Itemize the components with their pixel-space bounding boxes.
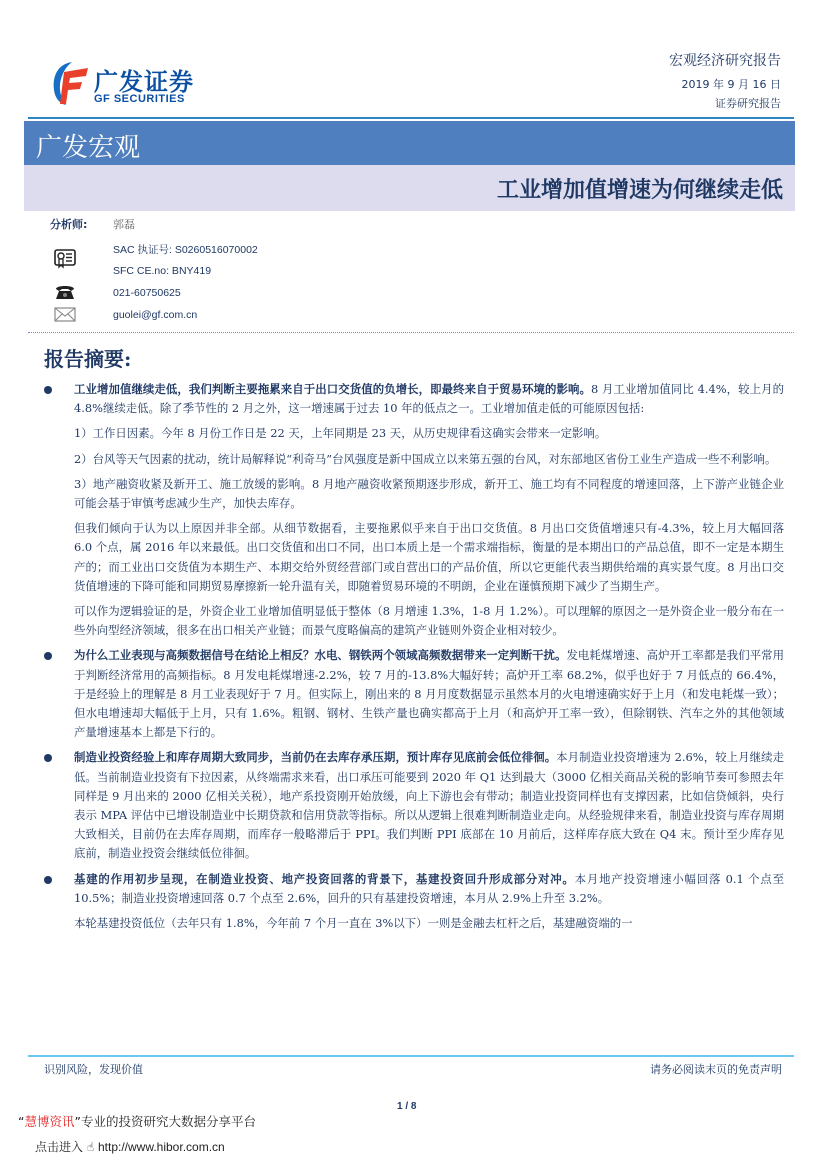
telephone-icon: [52, 283, 80, 305]
promo-url-link[interactable]: http://www.hibor.com.cn: [97, 1140, 225, 1154]
bullet-icon: [44, 386, 52, 394]
report-date: 2019 年 9 月 16 日: [681, 78, 781, 91]
header-divider: [28, 117, 794, 119]
summary-heading: 报告摘要:: [44, 347, 132, 371]
summary-bullet-infrastructure: [44, 870, 784, 908]
certificate-icon: [52, 248, 80, 270]
analyst-label: 分析师:: [50, 218, 88, 231]
bullet-lead: 基建的作用初步呈现，在制造业投资、地产投资回落的背景下，基建投资回升形成部分对冲。: [74, 871, 575, 886]
bullet-icon: [44, 754, 52, 762]
quote-open: “: [18, 1114, 25, 1129]
bullet-lead: 为什么工业表现与高频数据信号在结论上相反？水电、钢铁两个领域高频数据带来一定判断干扰。: [74, 648, 567, 663]
footer-divider: [28, 1055, 794, 1057]
paragraph-typhoon-factor: 2）台风等天气因素的扰动，统计局解释说“利奇马”台风强度是新中国成立以来第五强的台风，对东部地区省份工业生产造成一些不利影响。: [74, 451, 777, 466]
paragraph-workday-factor: 1）工作日因素。今年 8 月份工作日是 22 天，上年同期是 23 天，从历史规律看这确实会带来一定影响。: [74, 426, 607, 441]
paragraph-export-delivery: 但我们倾向于认为以上原因并非全部。从细节数据看，主要拖累似乎来自于出口交货值。8 月出口交货值增速只有-4.3%，较上月大幅回落 6.0 个点，属 2016 年以来最低。出口交货值和出口不同，出口本质上是一个需求端指标，衡量的是本期出口的产品总值，即不一定是本期生产的；而工业出口交货值为本期生产、本期交给外贸经营部门或自营出口的产品价值，所以它更能代表当期供给端的真实景气度。8 月出口交货值增速的下降可能和同期贸易摩擦新一轮升温有关，即随着贸易环境的不明朗，企业在谨慎预期下减少了当期生产。: [74, 521, 784, 593]
bullet-text: 本月制造业投资增速为 2.6%，较上月继续走低。当前制造业投资有下拉因素，从终端需求来看，出口承压可能要到 2020 年 Q1 达到最大（3000 亿相关商品关税的影响节奏可参照去年同样是 9 月出来的 2000 亿相关关税），地产系投资刚开始放缓，向上下游也会有带动；制造业投资同样也有支撑因素，比如信贷倾斜，央行表示 MPA 评估中已增设制造业中长期贷款和信用贷款等指标。所以从逻辑上很难判断制造业走向。从经验规律来看，制造业投资与库存周期大致相关，目前仍在去库存周期，而库存一般略滞后于 PPI。我们判断 PPI 底部在 10 月前后，这样库存底大致在 Q4 末。预计至少库存见底前，制造业投资会继续低位徘徊。: [74, 750, 784, 861]
footer-disclaimer-link[interactable]: 请务必阅读末页的免责声明: [650, 1063, 782, 1076]
promo-brand: 慧博资讯: [24, 1114, 75, 1129]
gf-logo-mark-icon: [50, 60, 90, 106]
hand-pointer-icon: ☝: [86, 1140, 95, 1154]
report-title: 工业增加值增速为何继续走低: [496, 177, 783, 203]
bullet-icon: [44, 876, 52, 884]
logo-english-name: GF SECURITIES: [94, 93, 185, 105]
promo-link-row[interactable]: [35, 1138, 225, 1155]
quote-close: ”: [74, 1114, 81, 1129]
analyst-email[interactable]: guolei@gf.com.cn: [113, 309, 198, 321]
bullet-text: 发电耗煤增速、高炉开工率都是我们平常用于判断经济常用的高频指标。8 月发电耗煤增速-2.2%，较 7 月的-13.8%大幅好转；高炉开工率 68.2%，似乎也好于 7 月低点的 66.4%，于是经验上的理解是 8 月工业表现好于 7 月。但实际上，刚出来的 8 月月度数据显示虽然本月的火电增速确实好于上月（和发电耗煤一致）；但水电增速却大幅低于上月，只有 1.6%。粗钢、钢材、生铁产量也确实都高于上月（和高炉开工率一致），但除钢铁、汽车之外的其他领域产量增速基本上都是下行的。: [74, 648, 784, 740]
summary-body: [44, 380, 784, 939]
report-type: 宏观经济研究报告: [669, 53, 781, 69]
bullet-lead: 制造业投资经验上和库存周期大致同步，当前仍在去库存承压期，预计库存见底前会低位徘徊。: [74, 750, 557, 765]
summary-bullet-manufacturing-investment: [44, 748, 784, 863]
page-number: 1 / 8: [397, 1101, 417, 1112]
analyst-name: 郭磊: [113, 218, 135, 231]
summary-bullet-high-frequency-data: [44, 646, 784, 742]
paragraph-infrastructure-low: 本轮基建投资低位（去年只有 1.8%，今年前 7 个月一直在 3%以下）一则是金融去杠杆之后，基建融资端的一: [74, 916, 633, 931]
bullet-lead: 工业增加值继续走低，我们判断主要拖累来自于出口交货值的负增长，即最终来自于贸易环境的影响。: [74, 382, 591, 396]
footer-slogan: 识别风险，发现价值: [44, 1063, 143, 1076]
paragraph-foreign-enterprise: 可以作为逻辑验证的是，外资企业工业增加值明显低于整体（8 月增速 1.3%，1-8 月 1.2%）。可以理解的原因之一是外资企业一般分布在一些外向型经济领域，很多在出口相关产业链；而景气度略偏高的建筑产业链则外资企业相对较少。: [74, 604, 784, 638]
bullet-text: 8 月工业增加值同比 4.4%，较上月的 4.8%继续走低。除了季节性的 2 月之外，这一增速属于过去 10 年的低点之一。工业增加值走低的可能原因包括:: [74, 382, 784, 416]
logo-chinese-name: 广发证券: [94, 68, 194, 96]
promo-tagline: 专业的投资研究大数据分享平台: [80, 1114, 256, 1129]
analyst-phone[interactable]: 021-60750625: [113, 287, 181, 299]
analyst-divider: [28, 332, 794, 333]
bullet-icon: [44, 652, 52, 660]
paragraph-property-factor: 3）地产融资收紧及新开工、施工放缓的影响。8 月地产融资收紧预期逐步形成，新开工、施工均有不同程度的增速回落，上下游产业链企业可能会基于审慎考虑减少生产，加快去库存。: [74, 476, 784, 511]
series-title: 广发宏观: [36, 133, 141, 163]
gf-securities-logo: [50, 60, 215, 108]
promo-banner: [18, 1112, 256, 1130]
sfc-license: SFC CE.no: BNY419: [113, 265, 212, 277]
title-banner: [24, 165, 795, 211]
report-kind: 证券研究报告: [715, 97, 781, 110]
summary-bullet-industrial-value-added: [44, 380, 784, 418]
envelope-icon: [52, 306, 80, 328]
sac-license: SAC 执证号: S0260516070002: [113, 244, 258, 256]
bullet-text: 本月地产投资增速小幅回落 0.1 个点至 10.5%；制造业投资增速回落 0.7 个点至 2.6%，回升的只有基建投资增速，本月从 2.9%上升至 3.2%。: [74, 871, 784, 905]
series-banner: [24, 121, 795, 165]
promo-enter-label: 点击进入: [35, 1140, 84, 1154]
